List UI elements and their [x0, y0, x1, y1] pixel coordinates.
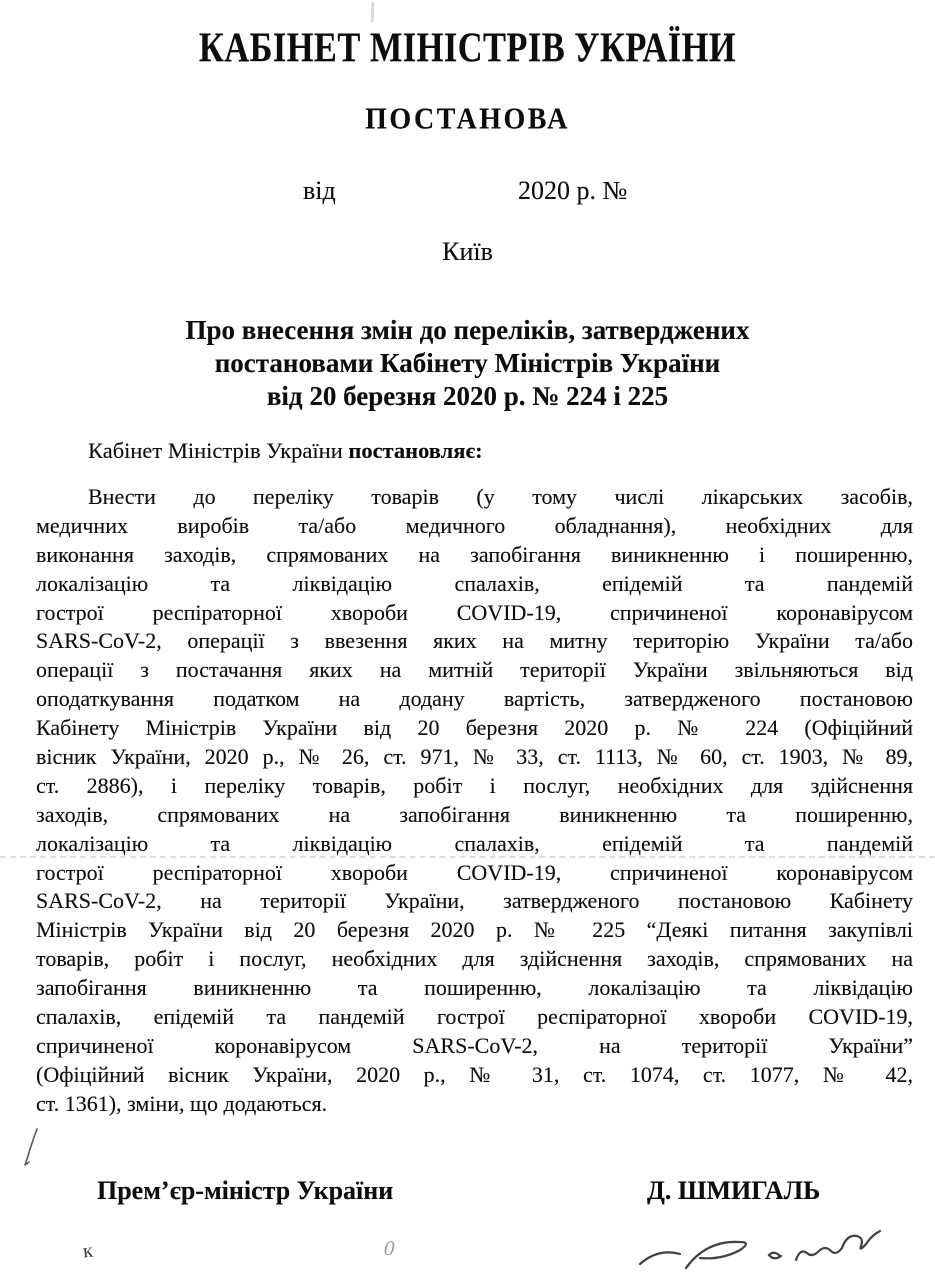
document-title-line: постановами Кабінету Міністрів України	[214, 348, 721, 378]
body-line: спалахів, епідемій та пандемій гострої респіраторної хвороби COVID-19,	[36, 1004, 913, 1030]
body-line: спричиненої коронавірусом SARS-CoV-2, на території України”	[36, 1032, 913, 1058]
body-line: товарів, робіт і послуг, необхідних для здійснення заходів, спрямованих на	[36, 946, 913, 972]
body-line: медичних виробів та/або медичного обладнання), необхідних для	[36, 512, 913, 538]
signer-name: Д. ШМИГАЛЬ	[647, 1176, 821, 1205]
date-prefix: від	[303, 176, 336, 205]
body-line: операції з постачання яких на митній території України звільняються від	[36, 657, 913, 683]
body-line: Внести до переліку товарів (у тому числі лікарських засобів,	[88, 484, 913, 509]
body-line: Кабінету Міністрів України від 20 березня 2020 р. № 224 (Офіційний	[36, 715, 913, 741]
body-line: локалізацію та ліквідацію спалахів, епідемій та пандемій	[36, 570, 913, 596]
body-line: ст. 2886), і переліку товарів, робіт і послуг, необхідних для здійснення	[36, 772, 913, 798]
preamble-lead: Кабінет Міністрів України	[88, 438, 349, 463]
pen-slash-mark	[20, 1126, 44, 1170]
body-line: вісник України, 2020 р., № 26, ст. 971, № 33, ст. 1113, № 60, ст. 1903, № 89,	[36, 744, 913, 770]
body-line: оподаткування податком на додану вартість, затвердженого постановою	[36, 686, 913, 712]
preamble	[36, 438, 913, 464]
body-line: SARS-CoV-2, на території України, затвердженого постановою Кабінету	[36, 888, 913, 914]
body-line: Міністрів України від 20 березня 2020 р. № 225 “Деякі питання закупівлі	[36, 917, 913, 943]
body-line: гострої респіраторної хвороби COVID-19, спричиненої коронавірусом	[36, 859, 913, 885]
preamble-resolves-word: постановляє:	[348, 438, 483, 463]
scan-artifact-tick	[371, 2, 375, 22]
document-title-line: Про внесення змін до переліків, затверджених	[185, 315, 750, 345]
body-paragraph	[36, 483, 913, 1119]
scan-artifact-dashed-line	[0, 856, 935, 858]
body-line: ст. 1361), зміни, що додаються.	[36, 1090, 328, 1116]
org-name: КАБІНЕТ МІНІСТРІВ УКРАЇНИ	[198, 25, 737, 72]
body-line: SARS-CoV-2, операції з ввезення яких на митну територію України та/або	[36, 628, 913, 654]
date-year-number: 2020 р. №	[518, 176, 628, 205]
doc-type-heading: ПОСТАНОВА	[365, 102, 570, 137]
body-line: гострої респіраторної хвороби COVID-19, спричиненої коронавірусом	[36, 599, 913, 625]
handwritten-letter-mark: к	[81, 1239, 94, 1263]
city-label: Київ	[442, 237, 493, 266]
body-line: запобігання виникненню та поширенню, локалізацію та ліквідацію	[36, 975, 913, 1001]
body-line: заходів, спрямованих на запобігання виникненню та поширенню,	[36, 801, 913, 827]
body-line: локалізацію та ліквідацію спалахів, епідемій та пандемій	[36, 830, 913, 856]
body-line: виконання заходів, спрямованих на запобігання виникненню і поширенню,	[36, 541, 913, 567]
document-title	[0, 314, 935, 413]
body-line: (Офіційний вісник України, 2020 р., № 31, ст. 1074, ст. 1077, № 42,	[36, 1061, 913, 1087]
document-title-line: від 20 березня 2020 р. № 224 і 225	[266, 381, 669, 411]
signature-scribble	[628, 1222, 908, 1280]
handwritten-zero-mark: 0	[383, 1235, 396, 1261]
signer-position: Прем’єр-міністр України	[97, 1176, 394, 1205]
